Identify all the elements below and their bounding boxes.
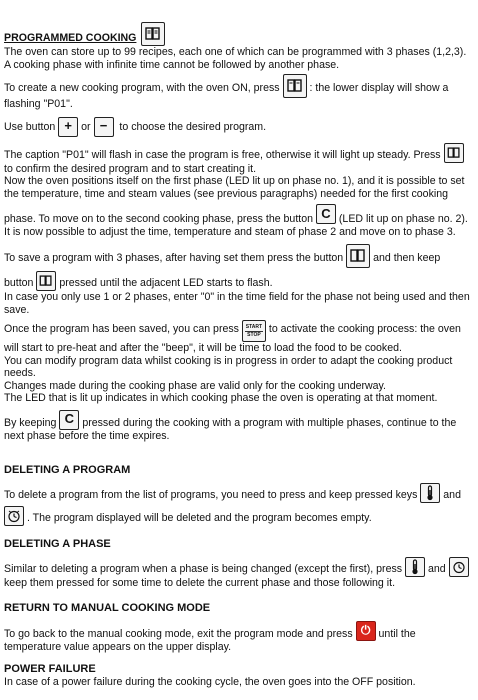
program-book-icon bbox=[444, 143, 464, 163]
phase-c-icon: C bbox=[59, 410, 79, 430]
power-icon: ⏻ bbox=[356, 621, 376, 641]
section-title-programmed: PROGRAMMED COOKING bbox=[4, 32, 137, 44]
program-book-icon bbox=[36, 271, 56, 291]
paragraph: In case you only use 1 or 2 phases, enter "0" in the time field for the phase not being used and then save. bbox=[4, 291, 470, 316]
paragraph: The LED that is lit up indicates in which cooking phase the oven is operating at that moment. bbox=[4, 392, 438, 404]
section-programmed bbox=[4, 22, 472, 46]
paragraph: The oven can store up to 99 recipes, each one of which can be programmed with 3 phases (1,2,3). A cooking phase with infinite time cannot be followed by another phase. bbox=[4, 46, 467, 71]
thermometer-icon bbox=[420, 483, 440, 503]
paragraph: To go back to the manual cooking mode, exit the program mode and press ⏻ until the temperature value appears on the upper display. bbox=[4, 621, 472, 654]
thermometer-icon bbox=[405, 557, 425, 577]
section-title-return-manual: RETURN TO MANUAL COOKING MODE bbox=[4, 601, 211, 614]
paragraph: Once the program has been saved, you can press START STOP to activate the cooking process: the oven will start to pre-heat and after the "beep", it will be time to load the food to be cooked. bbox=[4, 320, 472, 355]
paragraph: . The program displayed will be deleted and the program becomes empty. bbox=[4, 506, 472, 526]
phase-c-icon: C bbox=[316, 204, 336, 224]
paragraph: The caption "P01" will flash in case the program is free, otherwise it will light up steady. Press to confirm the desired program and to start creating it. bbox=[4, 143, 472, 176]
paragraph: To save a program with 3 phases, after having set them press the button and then keep bbox=[4, 244, 472, 268]
program-book-icon bbox=[346, 244, 370, 268]
paragraph: You can modify program data whilst cooking is in progress in order to adapt the cooking product needs. bbox=[4, 354, 453, 379]
paragraph: Use button + or − to choose the desired program. bbox=[4, 117, 472, 137]
section-title-power-failure: POWER FAILURE bbox=[4, 663, 96, 675]
paragraph: Changes made during the cooking phase are valid only for the cooking underway. bbox=[4, 379, 387, 392]
paragraph: button pressed until the adjacent LED starts to flash. bbox=[4, 271, 472, 291]
minus-icon: − bbox=[94, 117, 114, 137]
paragraph: To create a new cooking program, with the oven ON, press : the lower display will show a flashing "P01". bbox=[4, 74, 472, 111]
paragraph: By keeping C pressed during the cooking with a program with multiple phases, continue to the next phase before the time expires. bbox=[4, 411, 457, 442]
paragraph: To delete a program from the list of programs, you need to press and keep pressed keys and bbox=[4, 483, 472, 503]
plus-icon: + bbox=[58, 117, 78, 137]
start-stop-icon: START STOP bbox=[242, 320, 266, 342]
paragraph: In case of a power failure during the cooking cycle, the oven goes into the OFF position. bbox=[4, 676, 416, 688]
program-book-icon bbox=[283, 74, 307, 98]
paragraph: Similar to deleting a program when a phase is being changed (except the first), press and keep them pressed for some time to delete the current phase and those following it. bbox=[4, 557, 472, 590]
clock-icon bbox=[4, 506, 24, 526]
section-title-deleting-phase: DELETING A PHASE bbox=[4, 538, 111, 550]
clock-icon bbox=[449, 557, 469, 577]
section-title-deleting-program: DELETING A PROGRAM bbox=[4, 464, 131, 476]
program-book-icon bbox=[141, 22, 165, 46]
paragraph: phase. To move on to the second cooking phase, press the button C (LED lit up on phase no. 2). It is now possible to adjust the time, temperature and steam of phase 2 and move on to phase 3. bbox=[4, 205, 468, 238]
paragraph: Now the oven positions itself on the first phase (LED lit up on phase no. 1), and it is possible to set the temperature, time and steam values (see previous paragraphs) needed for the first cooking bbox=[4, 175, 465, 200]
document-page bbox=[4, 22, 472, 689]
